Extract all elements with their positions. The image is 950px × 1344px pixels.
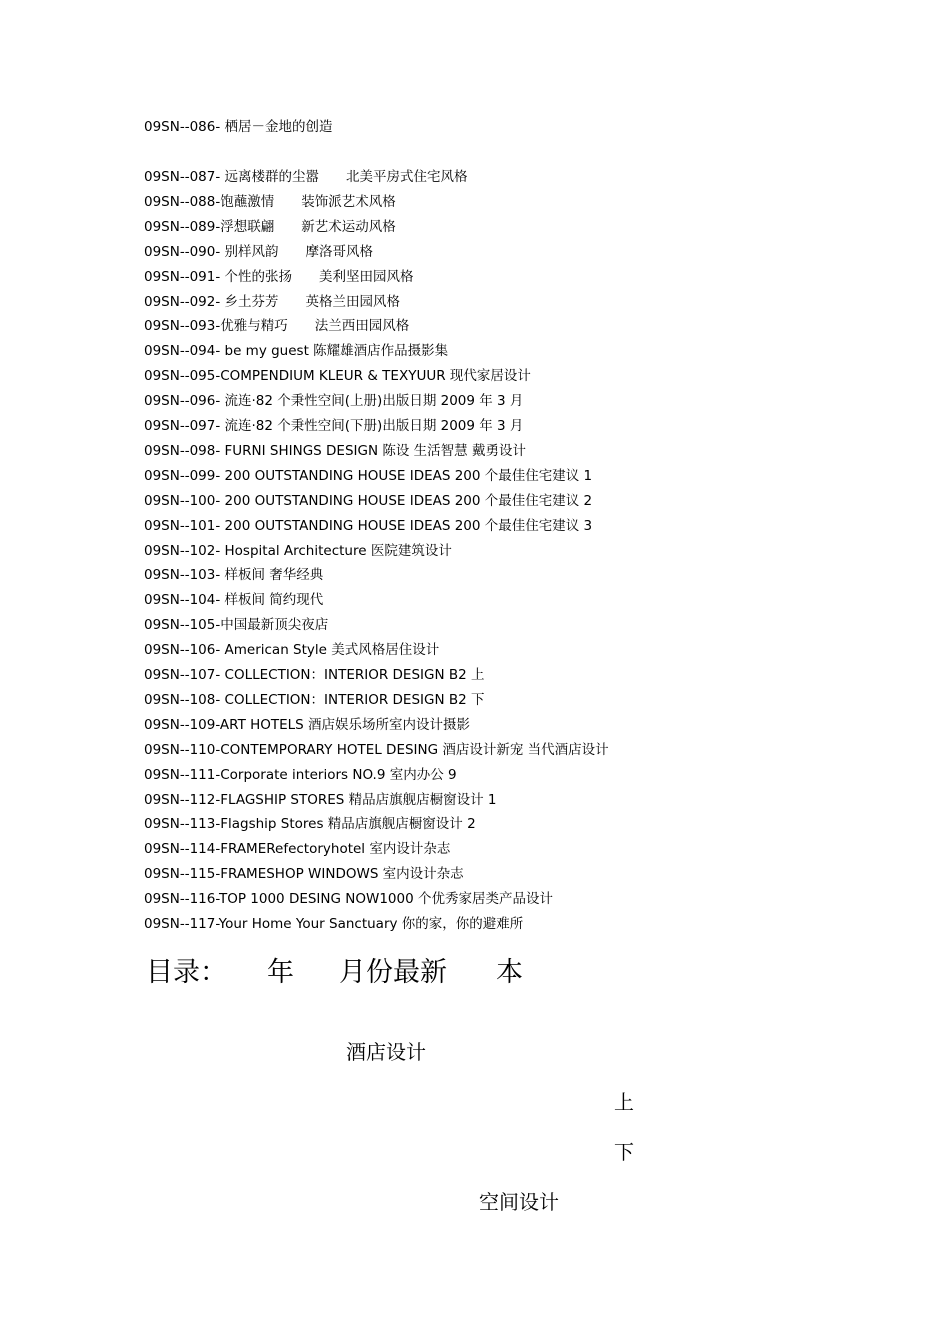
catalog-entry: 09SN--116-TOP 1000 DESING NOW1000 个优秀家居类产品设计 bbox=[144, 891, 553, 908]
catalog-entry: 09SN--102- Hospital Architecture 医院建筑设计 bbox=[144, 542, 452, 559]
catalog-entry: 09SN--099- 200 OUTSTANDING HOUSE IDEAS 200 个最佳住宅建议 1 bbox=[144, 467, 593, 484]
fragment-space-design: 空间设计 bbox=[479, 1190, 559, 1214]
catalog-entry: 09SN--095-COMPENDIUM KLEUR & TEXYUUR 现代家居设计 bbox=[144, 368, 531, 385]
catalog-entry: 09SN--086- 栖居－金地的创造 bbox=[144, 119, 333, 135]
heading-part-title: 目录： bbox=[146, 957, 227, 988]
catalog-entry: 09SN--113-Flagship Stores 精品店旗舰店橱窗设计 2 bbox=[144, 816, 476, 833]
catalog-entry: 09SN--115-FRAMESHOP WINDOWS 室内设计杂志 bbox=[144, 866, 464, 883]
catalog-entry: 09SN--090- 别样风韵 摩洛哥风格 bbox=[144, 243, 374, 260]
catalog-entry: 09SN--089-浮想联翩 新艺术运动风格 bbox=[144, 218, 396, 235]
catalog-entry: 09SN--094- be my guest 陈耀雄酒店作品摄影集 bbox=[144, 343, 449, 360]
catalog-entry: 09SN--103- 样板间 奢华经典 bbox=[144, 567, 324, 584]
fragment-upper: 上 bbox=[614, 1090, 634, 1114]
catalog-entry: 09SN--091- 个性的张扬 美利坚田园风格 bbox=[144, 268, 414, 285]
catalog-entry: 09SN--106- American Style 美式风格居住设计 bbox=[144, 642, 440, 659]
catalog-entry: 09SN--109-ART HOTELS 酒店娱乐场所室内设计摄影 bbox=[144, 716, 471, 733]
catalog-entry: 09SN--098- FURNI SHINGS DESIGN 陈设 生活智慧 戴勇设计 bbox=[144, 442, 526, 459]
catalog-entry: 09SN--117-Your Home Your Sanctuary 你的家，你的避难所 bbox=[144, 916, 524, 932]
catalog-entry: 09SN--092- 乡土芬芳 英格兰田园风格 bbox=[144, 293, 401, 310]
catalog-entry: 09SN--104- 样板间 简约现代 bbox=[144, 592, 324, 609]
catalog-entry: 09SN--107- COLLECTION：INTERIOR DESIGN B2 上 bbox=[144, 667, 485, 683]
catalog-entry: 09SN--088-饱蘸激情 装饰派艺术风格 bbox=[144, 193, 396, 210]
catalog-entry: 09SN--097- 流连·82 个秉性空间(下册)出版日期 2009 年 3 月 bbox=[144, 418, 524, 434]
heading-part-year: 年 bbox=[267, 957, 294, 988]
catalog-entry: 09SN--110-CONTEMPORARY HOTEL DESING 酒店设计新宠 当代酒店设计 bbox=[144, 741, 609, 758]
catalog-entry: 09SN--105-中国最新顶尖夜店 bbox=[144, 617, 329, 634]
catalog-entry: 09SN--096- 流连·82 个秉性空间(上册)出版日期 2009 年 3 月 bbox=[144, 393, 524, 410]
heading-part-volume: 本 bbox=[496, 957, 523, 988]
catalog-entry: 09SN--101- 200 OUTSTANDING HOUSE IDEAS 200 个最佳住宅建议 3 bbox=[144, 517, 593, 534]
catalog-entry: 09SN--087- 远离楼群的尘嚣 北美平房式住宅风格 bbox=[144, 169, 468, 185]
catalog-entry: 09SN--108- COLLECTION：INTERIOR DESIGN B2 下 bbox=[144, 691, 485, 708]
heading-part-month: 月份最新 bbox=[339, 957, 447, 988]
catalog-entry: 09SN--114-FRAMERefectoryhotel 室内设计杂志 bbox=[144, 841, 451, 858]
catalog-entry: 09SN--112-FLAGSHIP STORES 精品店旗舰店橱窗设计 1 bbox=[144, 791, 497, 808]
catalog-entry: 09SN--100- 200 OUTSTANDING HOUSE IDEAS 200 个最佳住宅建议 2 bbox=[144, 492, 593, 509]
catalog-entry: 09SN--111-Corporate interiors NO.9 室内办公 9 bbox=[144, 766, 457, 783]
catalog-entry: 09SN--093-优雅与精巧 法兰西田园风格 bbox=[144, 318, 410, 335]
fragment-hotel-design: 酒店设计 bbox=[346, 1040, 426, 1064]
fragment-lower: 下 bbox=[614, 1140, 634, 1164]
